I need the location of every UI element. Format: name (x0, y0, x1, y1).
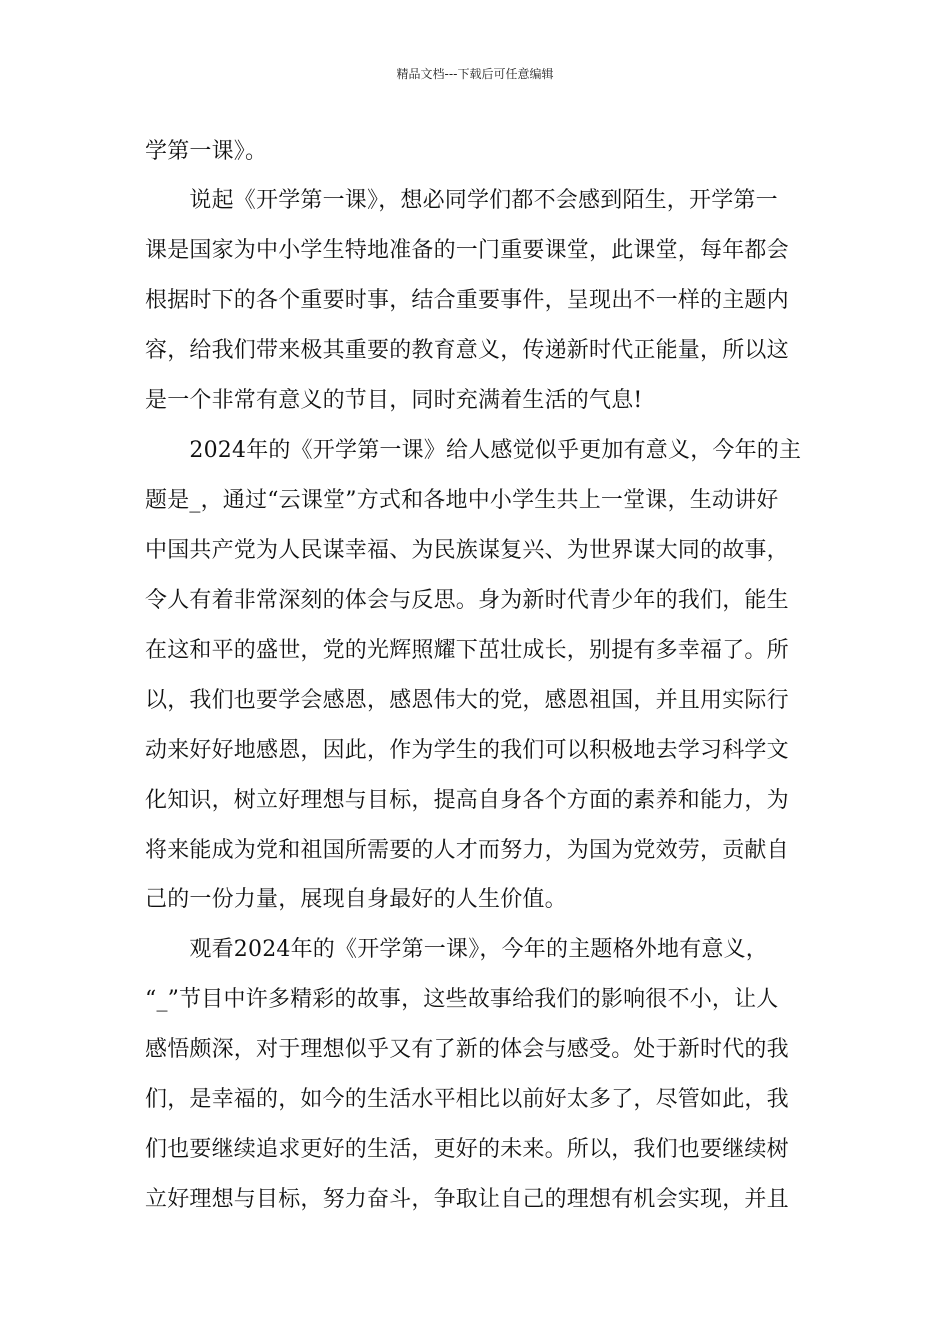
text-line: 说起《开学第一课》，想必同学们都不会感到陌生，开学第一 (145, 188, 778, 213)
text-line: 己的一份力量，展现自身最好的人生价值。 (145, 887, 567, 912)
text-line: 将来能成为党和祖国所需要的人才而努力，为国为党效劳，贡献自 (145, 838, 789, 863)
text-line: 以，我们也要学会感恩，感恩伟大的党，感恩祖国，并且用实际行 (145, 688, 789, 713)
text-line: 根据时下的各个重要时事，结合重要事件，呈现出不一样的主题内 (145, 288, 789, 313)
text-line: 容，给我们带来极其重要的教育意义，传递新时代正能量，所以这 (145, 338, 789, 363)
text-line: 2024年的《开学第一课》给人感觉似乎更加有意义，今年的主 (145, 438, 802, 463)
text-line: 题是_，通过“云课堂”方式和各地中小学生共上一堂课，生动讲好 (145, 488, 779, 513)
text-line: 学第一课》。 (145, 139, 268, 164)
text-line: 立好理想与目标，努力奋斗，争取让自己的理想有机会实现，并且 (145, 1187, 789, 1212)
text-line: 们也要继续追求更好的生活，更好的未来。所以，我们也要继续树 (145, 1137, 789, 1162)
text-line: 是一个非常有意义的节目，同时充满着生活的气息! (145, 388, 643, 413)
text-line: 动来好好地感恩，因此，作为学生的我们可以积极地去学习科学文 (145, 738, 789, 763)
text-line: 在这和平的盛世，党的光辉照耀下茁壮成长，别提有多幸福了。所 (145, 638, 789, 663)
text-line: 中国共产党为人民谋幸福、为民族谋复兴、为世界谋大同的故事， (145, 538, 789, 563)
text-line: 观看2024年的《开学第一课》，今年的主题格外地有意义， (145, 937, 768, 962)
text-line: 们，是幸福的，如今的生活水平相比以前好太多了，尽管如此，我 (145, 1087, 789, 1112)
page-header: 精品文档---下载后可任意编辑 (396, 67, 554, 81)
text-line: 课是国家为中小学生特地准备的一门重要课堂，此课堂，每年都会 (145, 238, 789, 263)
text-line: 令人有着非常深刻的体会与反思。身为新时代青少年的我们，能生 (145, 588, 789, 613)
text-line: 化知识，树立好理想与目标，提高自身各个方面的素养和能力，为 (145, 788, 789, 813)
text-line: “_”节目中许多精彩的故事，这些故事给我们的影响很不小，让人 (145, 987, 779, 1012)
text-line: 感悟颇深，对于理想似乎又有了新的体会与感受。处于新时代的我 (145, 1037, 789, 1062)
